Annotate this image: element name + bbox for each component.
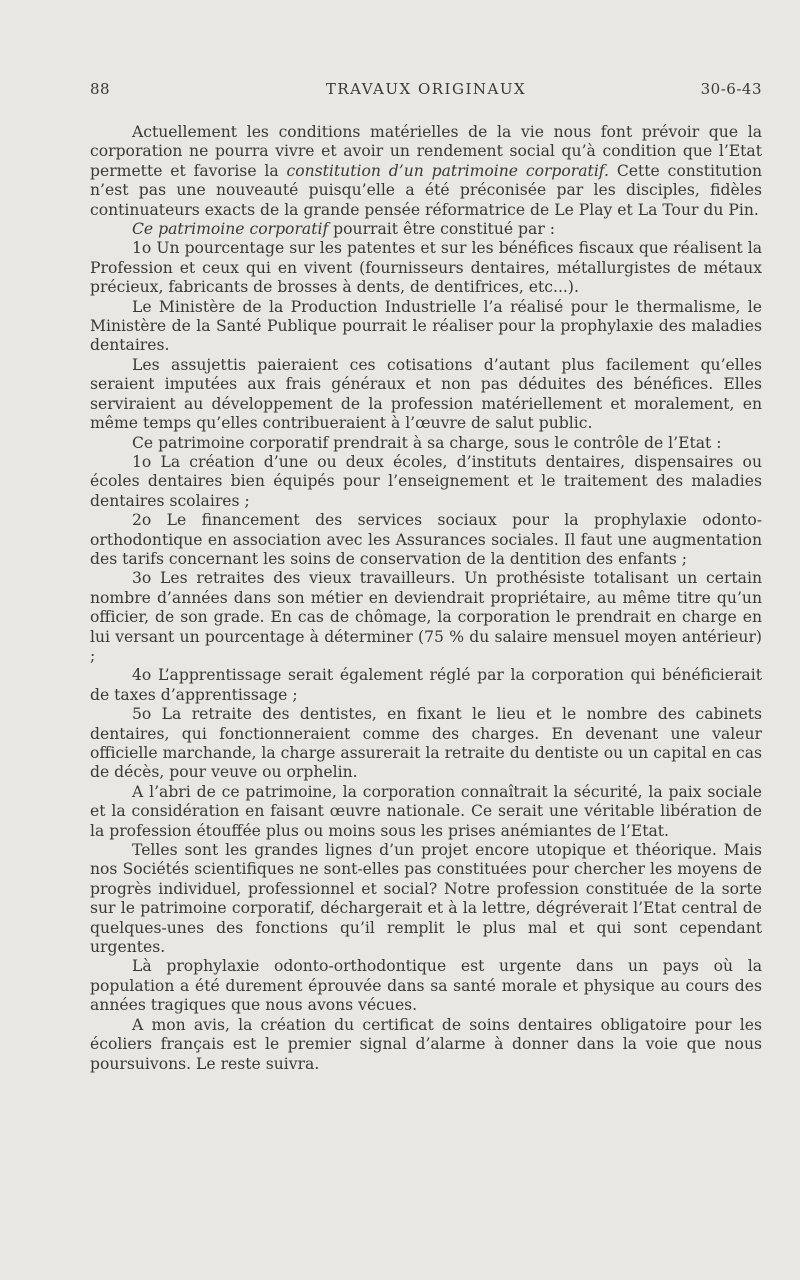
text-run: Le Ministère de la Production Industrielle l’a réalisé pour le thermalisme, le Ministère de la Santé Publique pourrait le réaliser pour la prophylaxie des maladies dentaires. xyxy=(90,297,762,355)
paragraph xyxy=(90,356,762,434)
paragraph xyxy=(90,841,762,957)
italic-phrase: constitution d’un patrimoine corporatif. xyxy=(286,161,609,180)
text-run: 2o Le financement des services sociaux pour la prophylaxie odonto-orthodontique en association avec les Assurances sociales. Il faut une augmentation des tarifs concernant les soins de conservation de la dentition des enfants ; xyxy=(90,511,762,568)
running-header xyxy=(90,80,762,102)
paragraph xyxy=(90,569,762,666)
text-run: A mon avis, la création du certificat de soins dentaires obligatoire pour les écoliers français est le premier signal d’alarme à donner dans la voie que nous poursuivons. Le reste suivra. xyxy=(90,1015,762,1073)
paragraph xyxy=(90,1016,762,1074)
text-run: Là prophylaxie odonto-orthodontique est urgente dans un pays où la population a été durement éprouvée dans sa santé morale et physique au cours des années tragiques que nous avons vécues. xyxy=(90,957,762,1015)
text-run: Les assujettis paieraient ces cotisations d’autant plus facilement qu’elles seraient imputées aux frais généraux et non pas déduites des bénéfices. Elles serviraient au développement de la profession matériellement et moralement, en même temps qu’elles contribueraient à l’œuvre de salut public. xyxy=(90,355,762,433)
paragraph xyxy=(90,957,762,1015)
paragraph xyxy=(90,123,762,220)
italic-phrase: Ce patrimoine corporatif xyxy=(132,220,329,239)
paragraph xyxy=(90,298,762,356)
paragraph xyxy=(90,453,762,511)
paragraph xyxy=(90,434,762,453)
text-run: 4o L’apprentissage serait également réglé par la corporation qui bénéficierait de taxes d’apprentissage ; xyxy=(90,666,762,704)
text-run: Cette constitution n’est pas une nouveauté puisqu’elle a été préconisée par les disciples, fidèles continuateurs exacts de la grande pensée réformatrice de Le Play et La Tour du Pin. xyxy=(90,161,763,219)
paragraph xyxy=(90,783,762,841)
running-title: TRAVAUX ORIGINAUX xyxy=(325,80,527,98)
article-body xyxy=(90,123,762,1074)
paragraph xyxy=(90,666,762,705)
text-run: Actuellement les conditions matérielles de la vie nous font prévoir que la corporation ne pourra vivre et avoir un rendement social qu’à condition que l’Etat permette et favorise la xyxy=(90,123,762,180)
paragraph xyxy=(90,705,762,783)
text-run: Telles sont les grandes lignes d’un projet encore utopique et théorique. Mais nos Sociétés scientifiques ne sont-elles pas constituées pour chercher les moyens de progrès individuel, professionnel et social? Notre profession constituée de la sorte sur le patrimoine corporatif, déchargerait et à la lettre, dégréverait l’Etat central de quelques-unes des fonctions qu’il remplit le plus mal et qui sont cependant urgentes. xyxy=(90,841,762,957)
text-run: 5o La retraite des dentistes, en fixant le lieu et le nombre des cabinets dentaires, qui fonctionneraient comme des charges. En devenant une valeur officielle marchande, la charge assurerait la retraite du dentiste ou un capital en cas de décès, pour veuve ou orphelin. xyxy=(90,705,762,782)
text-run: Ce patrimoine corporatif prendrait à sa charge, sous le contrôle de l’Etat : xyxy=(132,433,722,452)
paragraph xyxy=(90,220,762,239)
paragraph xyxy=(90,511,762,569)
text-run: 1o Un pourcentage sur les patentes et sur les bénéfices fiscaux que réalisent la Profession et ceux qui en vivent (fournisseurs dentaires, métallurgistes de métaux précieux, fabricants de brosses à dents, de dentifrices, etc...). xyxy=(90,239,762,297)
issue-date: 30-6-43 xyxy=(700,80,762,98)
text-run: A l’abri de ce patrimoine, la corporation connaîtrait la sécurité, la paix sociale et la considération en faisant œuvre nationale. Ce serait une véritable libération de la profession étouffée plus ou moins sous les prises anémiantes de l’Etat. xyxy=(90,782,762,840)
text-run: 3o Les retraites des vieux travailleurs. Un prothésiste totalisant un certain nombre d’années dans son métier en deviendrait propriétaire, au même titre qu’un officier, de son grade. En cas de chômage, la corporation le prendrait en charge en lui versant un pourcentage à déterminer (75 % du salaire mensuel moyen antérieur) ; xyxy=(90,569,762,665)
page-number: 88 xyxy=(90,80,111,98)
text-run: pourrait être constitué par : xyxy=(328,220,555,239)
text-run: 1o La création d’une ou deux écoles, d’instituts dentaires, dispensaires ou écoles dentaires bien équipés pour l’enseignement et le traitement des maladies dentaires scolaires ; xyxy=(90,452,762,510)
paragraph xyxy=(90,239,762,297)
